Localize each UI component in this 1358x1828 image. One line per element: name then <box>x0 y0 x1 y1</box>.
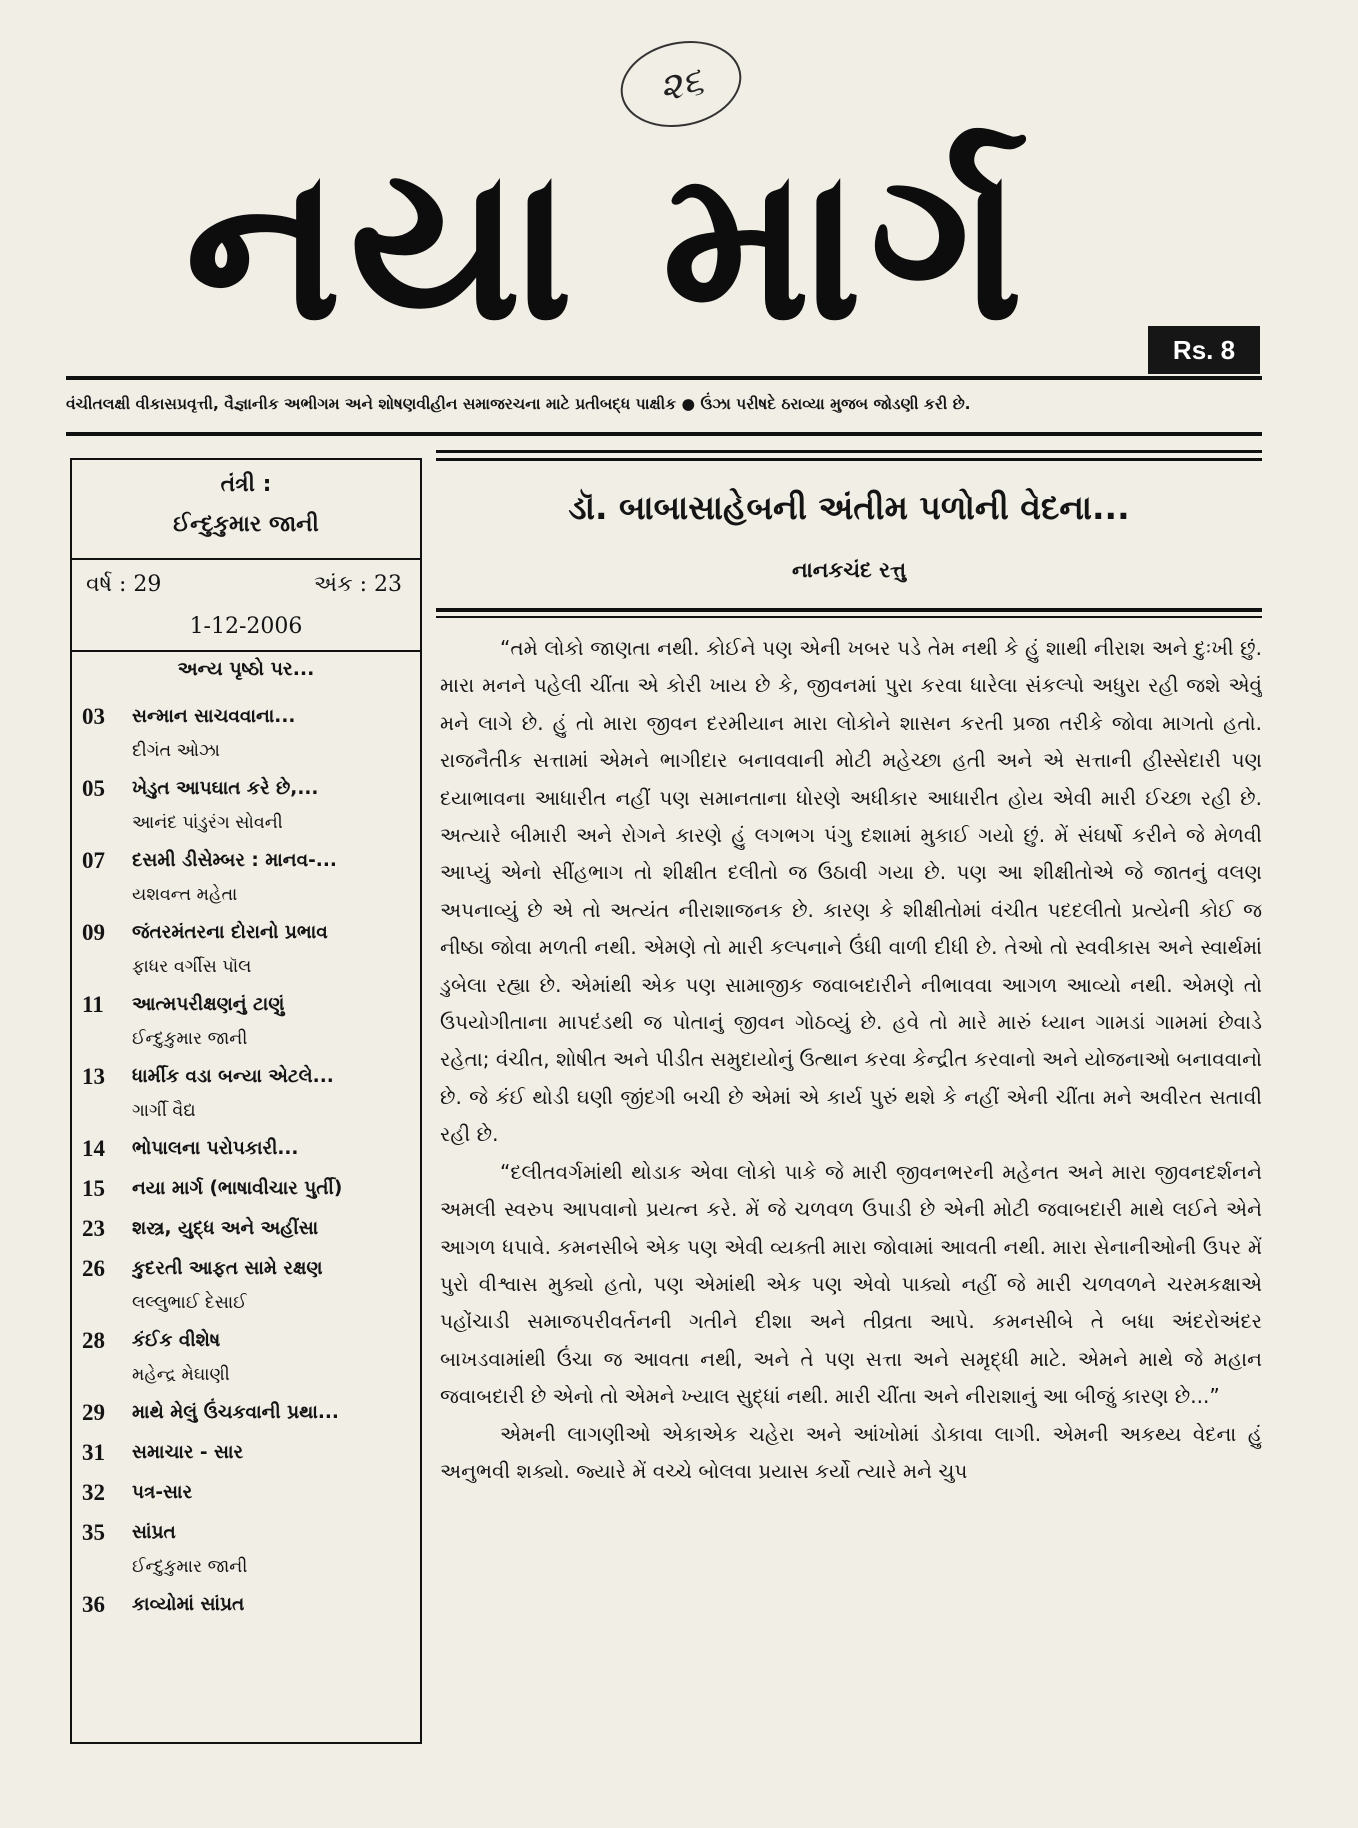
toc-title: નયા માર્ગ (ભાષાવીચાર પુર્તી) <box>132 1178 343 1199</box>
toc-author: આનંદ પાંડુરંગ સોવની <box>132 813 283 833</box>
handwritten-page-number: ૨૬ <box>613 30 750 138</box>
toc-author: મહેન્દ્ર મેઘાણી <box>132 1365 230 1385</box>
toc-page-number: 26 <box>82 1256 105 1281</box>
article-body <box>440 630 1262 1810</box>
toc-title: કાવ્યોમાં સાંપ્રત <box>132 1594 245 1615</box>
article-rule <box>436 450 1262 453</box>
toc-author: યશવન્ત મહેતા <box>132 885 238 905</box>
toc-page-number: 15 <box>82 1176 105 1201</box>
toc-page-number: 29 <box>82 1400 105 1425</box>
masthead-title: નયા માર્ગ <box>185 122 1032 367</box>
toc-page-number: 23 <box>82 1216 105 1241</box>
divider <box>72 650 420 652</box>
toc-title: ધાર્મીક વડા બન્યા એટલે... <box>132 1066 334 1087</box>
toc-title: માથે મેલું ઉંચકવાની પ્રથા... <box>132 1402 339 1423</box>
toc-entry <box>72 844 420 878</box>
toc-page-number: 32 <box>82 1480 105 1505</box>
masthead-rule <box>66 376 1262 380</box>
masthead-tagline: વંચીતલક્ષી વીકાસપ્રવૃત્તી, વૈજ્ઞાનીક અભીગમ અને શોષણવીહીન સમાજરચના માટે પ્રતીબદ્ધ પાક્ષીક ● ઉંઝા પરીષદે ઠરાવ્યા મુજબ જોડણી કરી છે. <box>66 395 971 413</box>
toc-title: ખેડુત આપઘાત કરે છે,... <box>132 778 319 799</box>
toc-title: સાંપ્રત <box>132 1522 176 1543</box>
toc-page-number: 11 <box>82 992 104 1017</box>
toc-title: સન્માન સાચવવાના... <box>132 706 296 727</box>
article-author: નાનકચંદ રત્તુ <box>791 558 906 582</box>
toc-author: ઈન્દુકુમાર જાની <box>132 1557 248 1577</box>
toc-title: દસમી ડીસેમ્બર : માનવ-... <box>132 850 337 871</box>
toc-entry <box>72 700 420 734</box>
toc-entry <box>72 1252 420 1286</box>
toc-entry <box>72 1396 420 1430</box>
toc-page-number: 09 <box>82 920 105 945</box>
toc-page-number: 28 <box>82 1328 105 1353</box>
toc-page-number: 35 <box>82 1520 105 1545</box>
toc-entry <box>72 1476 420 1510</box>
article-rule <box>436 616 1262 618</box>
toc-entry <box>72 1172 420 1206</box>
toc-entry <box>72 1324 420 1358</box>
issue-date: 1-12-2006 <box>189 614 303 639</box>
toc-entry <box>72 1436 420 1470</box>
issue-number: અંક : 23 <box>313 572 402 597</box>
toc-title: સમાચાર - સાર <box>132 1442 244 1463</box>
toc-title: કંઈક વીશેષ <box>132 1330 221 1351</box>
toc-entry <box>72 1588 420 1622</box>
tagline-rule <box>66 432 1262 436</box>
toc-title: જંતરમંતરના દોરાનો પ્રભાવ <box>132 922 328 943</box>
toc-author: ફાધર વર્ગીસ પૉલ <box>132 957 252 977</box>
toc-heading: અન્ય પૃષ્ઠો પર... <box>177 658 315 680</box>
toc-entry <box>72 1516 420 1550</box>
volume-year: વર્ષ : 29 <box>86 572 162 597</box>
toc-entry <box>72 916 420 950</box>
toc-page-number: 05 <box>82 776 105 801</box>
toc-title: શસ્ત્ર, યુદ્ધ અને અહીંસા <box>132 1218 319 1239</box>
toc-entry <box>72 988 420 1022</box>
toc-page-number: 14 <box>82 1136 105 1161</box>
price-badge: Rs. 8 <box>1148 326 1260 374</box>
toc-title: ભોપાલના પરોપકારી... <box>132 1138 299 1159</box>
toc-author: લલ્લુભાઈ દેસાઈ <box>132 1293 247 1313</box>
article-paragraph: “તમે લોકો જાણતા નથી. કોઈને પણ એની ખબર પડે તેમ નથી કે હું શાથી નીરાશ અને દુઃખી છું. મારા મનને પહેલી ચીંતા એ કોરી ખાય છે કે, જીવનમાં પુરા કરવા ધારેલા સંકલ્પો અધુરા રહી જશે એવું મને લાગે છે. હું તો મારા જીવન દરમીયાન મારા લોકોને શાસન કરતી પ્રજા તરીકે જોવા માગતો હતો. રાજનૈતીક સત્તામાં એમને ભાગીદાર બનાવવાની મોટી મહેચ્છા હતી અને એ સત્તાની હીસ્સેદારી પણ દયાભાવના આધારીત નહીં પણ સમાનતાના ધોરણે અધીકાર આધારીત હોય એવી મારી ઈચ્છા રહી છે. અત્યારે બીમારી અને રોગને કારણે હું લગભગ પંગુ દશામાં મુકાઈ ગયો છું. મેં સંઘર્ષો કરીને જે મેળવી આપ્યું એનો સીંહભાગ તો શીક્ષીત દલીતો જ ઉઠાવી ગયા છે. પણ આ શીક્ષીતોએ જે જાતનું વલણ અપનાવ્યું છે એ તો અત્યંત નીરાશાજનક છે. કારણ કે શીક્ષીતોમાં વંચીત પદદલીતો પ્રત્યેની કોઈ જ નીષ્ઠા જોવા મળતી નથી. એમણે તો મારી કલ્પનાને ઉંધી વાળી દીધી છે. તેઓ તો સ્વવીકાસ અને સ્વાર્થમાં ડુબેલા રહ્યા છે. એમાંથી એક પણ સામાજીક જવાબદારીને નીભાવવા આગળ આવ્યો નથી. એમણે તો ઉપયોગીતાના માપદંડથી જ પોતાનું જીવન ગોઠવ્યું છે. હવે તો મારે મારું ધ્યાન ગામડાં ગામમાં છેવાડે રહેતા; વંચીત, શોષીત અને પીડીત સમુદાયોનું ઉત્થાન કરવા કેન્દ્રીત કરવાનો અને યોજનાઓ બનાવવાનો છે. જે કંઈ થોડી ઘણી જીંદગી બચી છે એમાં એ કાર્ય પુરું થશે કે નહીં એની ચીંતા મને અવીરત સતાવી રહી છે. <box>440 636 1262 1147</box>
toc-page-number: 03 <box>82 704 105 729</box>
toc-entry <box>72 1060 420 1094</box>
article-paragraph: એમની લાગણીઓ એકાએક ચહેરા અને આંખોમાં ડોકાવા લાગી. એમની અકથ્ય વેદના હું અનુભવી શક્યો. જ્યારે મેં વચ્ચે બોલવા પ્રયાસ કર્યો ત્યારે મને ચુપ <box>440 1421 1262 1483</box>
toc-title: પત્ર-સાર <box>132 1482 193 1503</box>
article-paragraph: “દલીતવર્ગમાંથી થોડાક એવા લોકો પાકે જે મારી જીવનભરની મહેનત અને મારા જીવનદર્શનને અમલી સ્વરુપ આપવાનો પ્રયત્ન કરે. મેં જે ચળવળ ઉપાડી છે એની મોટી જવાબદારી માથે લઈને એને આગળ ધપાવે. કમનસીબે એક પણ એવી વ્યક્તી મારા જોવામાં આવતી નથી. મારા સેનાનીઓની ઉપર મેં પુરો વીશ્વાસ મુક્યો હતો, પણ એમાંથી એક પણ એવો પાક્યો નહીં જે મારી ચળવળને ચરમકક્ષાએ પહોંચાડી સમાજપરીવર્તનની ગતીને દીશા અને તીવ્રતા આપે. કમનસીબે તે બધા અંદરોઅંદર બાખડવામાંથી ઉંચા જ આવતા નથી, અને તે પણ સત્તા અને સમૃદ્ધી માટે. એમને માથે જે મહાન જવાબદારી છે એનો તો એમને ખ્યાલ સુદ્ધાં નથી. મારી ચીંતા અને નીરાશાનું આ બીજું કારણ છે...” <box>440 1159 1262 1409</box>
article-headline: ડૉ. બાબાસાહેબની અંતીમ પળોની વેદના... <box>568 488 1130 527</box>
toc-author: ગાર્ગી વૈદ્ય <box>132 1101 196 1121</box>
toc-title: આત્મપરીક્ષણનું ટાણું <box>132 994 285 1015</box>
article-rule <box>436 608 1262 612</box>
toc-title: કુદરતી આફત સામે રક્ષણ <box>132 1258 323 1279</box>
toc-page-number: 36 <box>82 1592 105 1617</box>
editor-name: ઈન્દુકુમાર જાની <box>173 512 319 537</box>
toc-entry <box>72 772 420 806</box>
toc-entry <box>72 1132 420 1166</box>
toc-entry <box>72 1212 420 1246</box>
contents-box <box>70 458 422 1744</box>
toc-page-number: 31 <box>82 1440 105 1465</box>
toc-author: ઈન્દુકુમાર જાની <box>132 1029 248 1049</box>
divider <box>72 558 420 560</box>
article-rule <box>436 458 1262 461</box>
editor-label: તંત્રી : <box>220 472 272 497</box>
toc-author: દીગંત ઓઝા <box>132 741 220 761</box>
toc-page-number: 13 <box>82 1064 105 1089</box>
toc-page-number: 07 <box>82 848 105 873</box>
